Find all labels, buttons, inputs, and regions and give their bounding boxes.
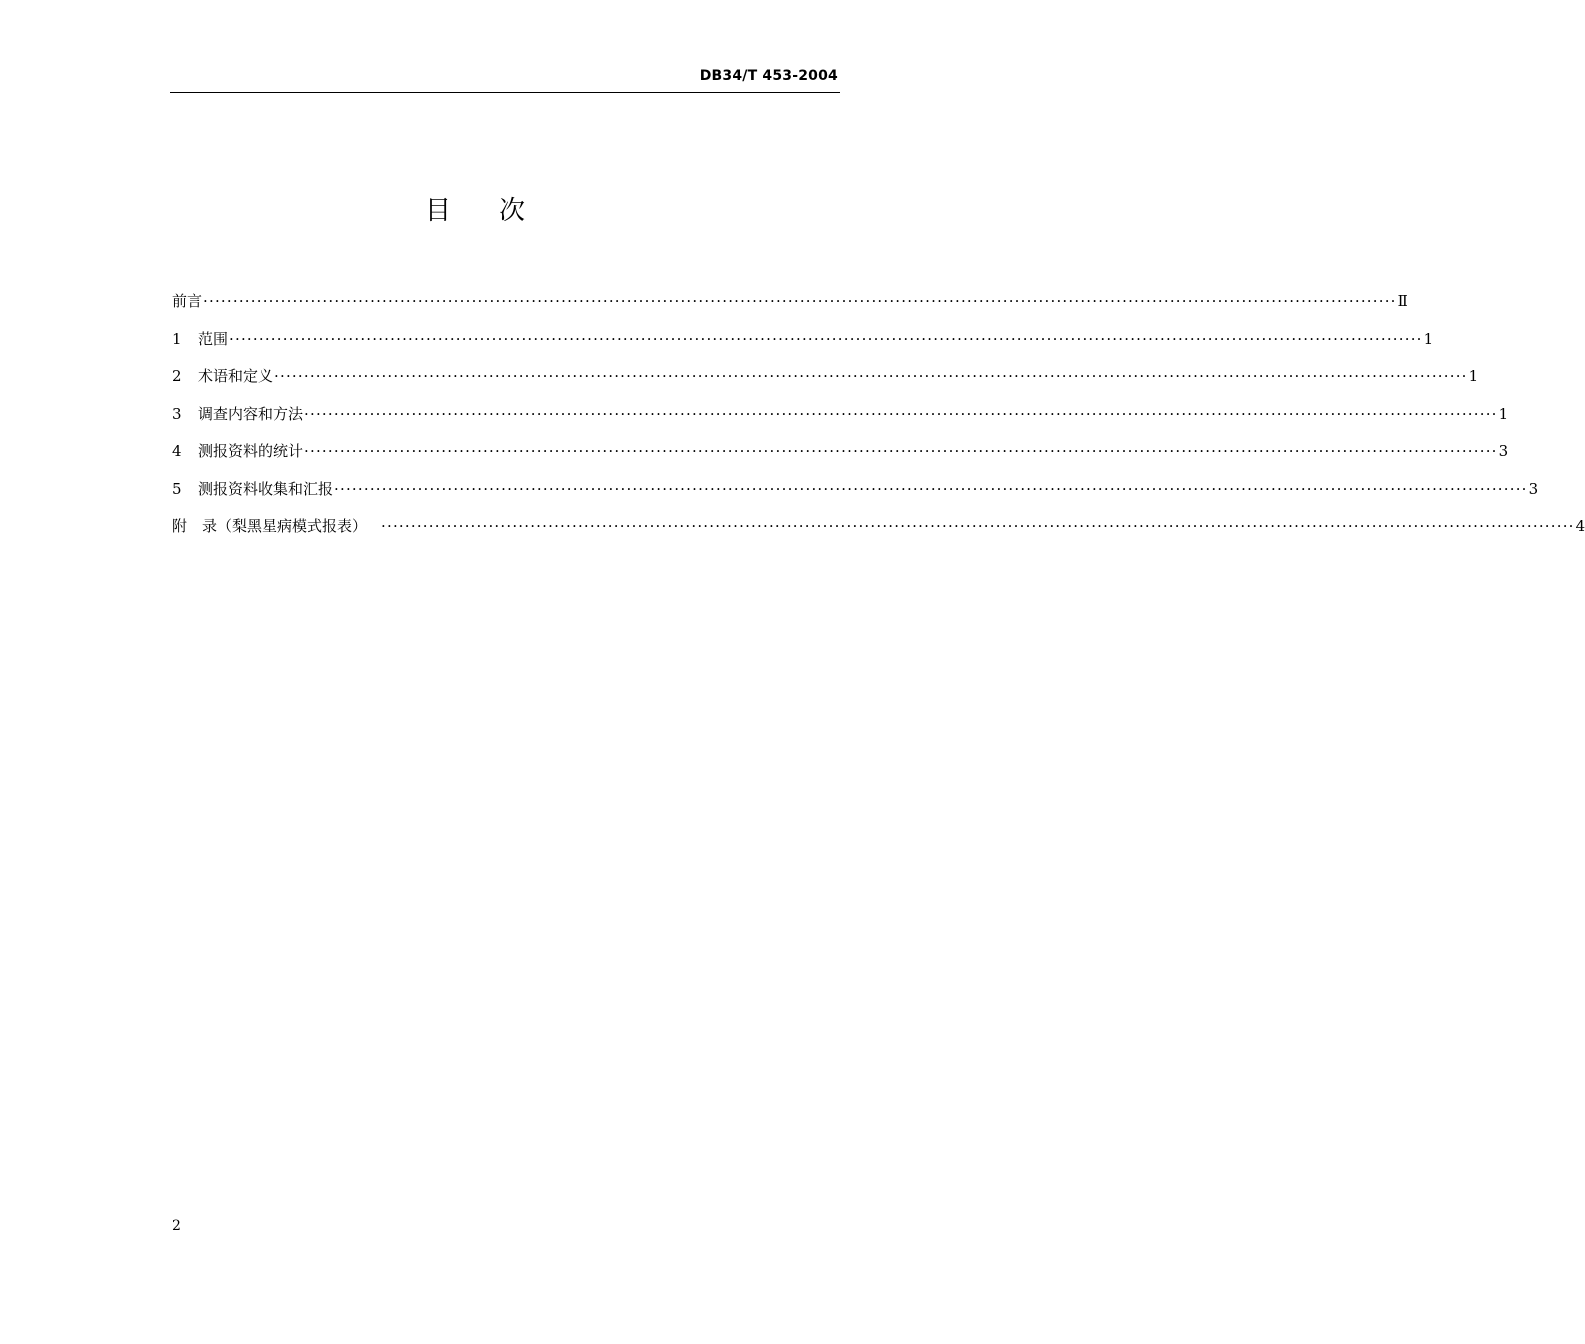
toc-entry-page: Ⅱ [1397,292,1408,310]
toc-entry-number: 2 [172,367,182,385]
toc-entry-page: 1 [1498,404,1509,423]
toc-entry-label: 前言 [172,292,203,310]
toc-entry-page: 3 [1528,479,1539,498]
toc-entry-number: 3 [172,404,182,423]
toc-dot-leader: ········································································································································································································ [304,442,1498,460]
toc-dot-leader: ········································································································································································································ [274,367,1468,385]
toc-entry-number: 5 [172,479,182,498]
page-title [0,190,950,227]
table-of-contents [172,288,1585,551]
toc-entry-label: 调查内容和方法 [198,404,304,423]
toc-entry-number: 1 [172,329,182,348]
page-header [170,66,840,93]
toc-entry-page: 3 [1498,442,1509,460]
toc-entry-collection[interactable] [172,476,1539,514]
toc-entry-appendix[interactable] [172,513,1585,551]
toc-entry-label: 测报资料的统计 [198,442,304,460]
toc-entry-page: 1 [1423,329,1434,348]
toc-dot-leader: ········································································································································································································ [381,517,1575,535]
toc-entry-foreword[interactable] [172,288,1408,326]
toc-entry-scope[interactable] [172,326,1434,364]
toc-entry-statistics[interactable] [172,438,1509,476]
toc-entry-label: 范围 [198,329,229,348]
toc-entry-survey[interactable] [172,401,1509,439]
toc-dot-leader: ········································································································································································································ [229,329,1423,348]
toc-dot-leader: ········································································································································································································ [334,479,1528,498]
toc-entry-page: 1 [1468,367,1479,385]
toc-entry-label: 术语和定义 [198,367,274,385]
toc-entry-label: 附 录（梨黑星病模式报表） [172,517,368,535]
page-number: 2 [172,1218,181,1234]
toc-entry-label: 测报资料收集和汇报 [198,479,334,498]
document-code: DB34/T 453-2004 [699,68,838,84]
toc-dot-leader: ········································································································································································································ [304,404,1498,423]
title-char-2: 次 [499,196,526,226]
toc-entry-page: 4 [1575,517,1585,535]
toc-entry-number: 4 [172,442,182,460]
toc-entry-terms[interactable] [172,363,1479,401]
toc-dot-leader: ········································································································································································································ [203,292,1397,310]
title-char-1: 目 [424,196,451,226]
